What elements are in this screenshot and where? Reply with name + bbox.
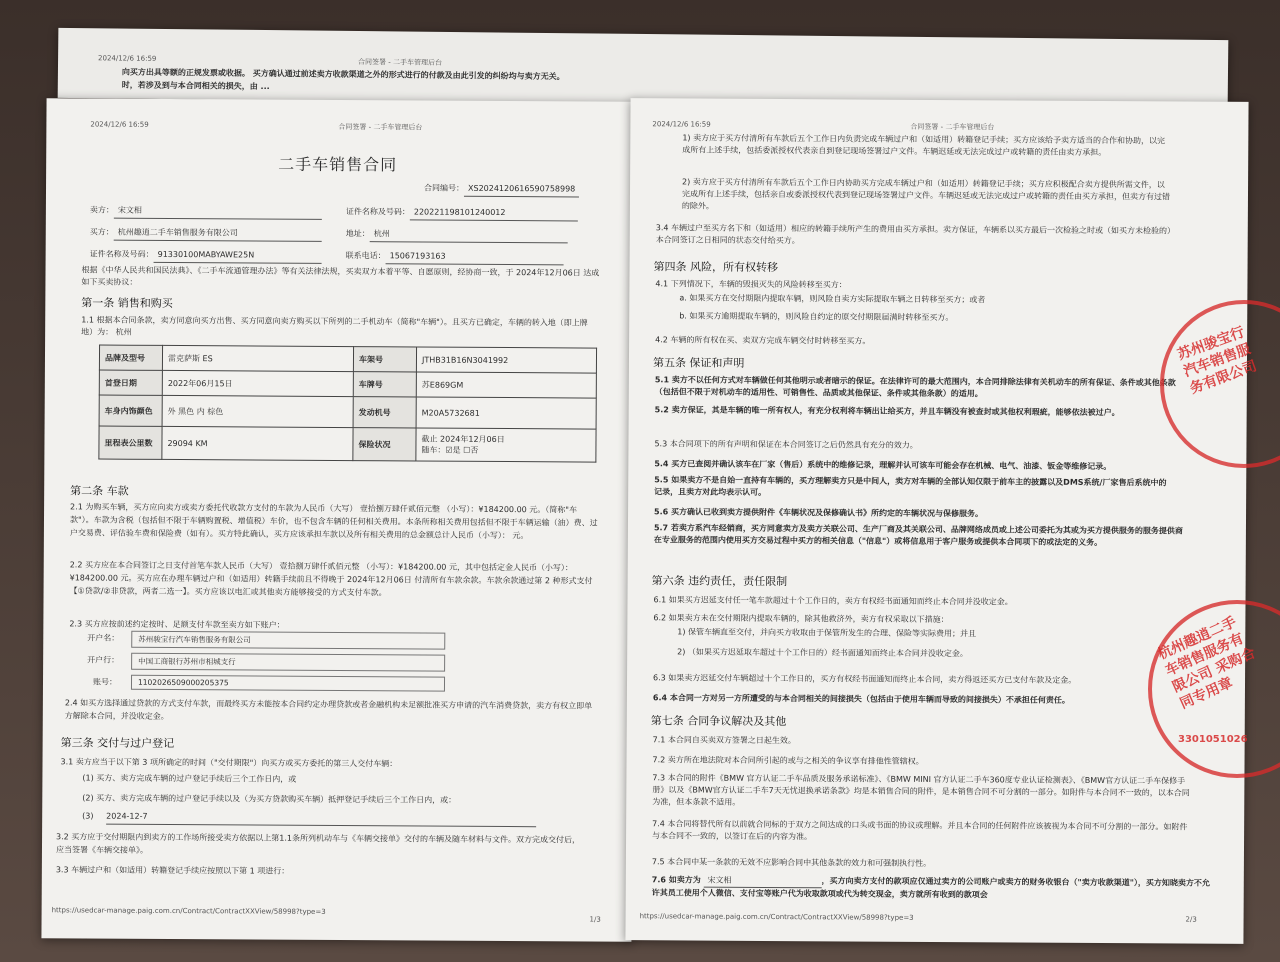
table-row <box>99 370 596 398</box>
p2-header-date: 2024/12/6 16:59 <box>652 120 711 129</box>
contract-no-label: 合同编号： <box>424 183 465 193</box>
back-header-date: 2024/12/6 16:59 <box>98 54 157 63</box>
buyer-row <box>90 224 322 241</box>
account-no-label: 账号： <box>92 677 118 687</box>
mileage-label: 里程表公里数 <box>99 426 162 459</box>
tax-value: ☑是 ☐否 <box>445 445 479 455</box>
plate-value: 苏E869GM <box>416 372 596 398</box>
p7-2: 7.2 卖方所在地法院对本合同所引起的或与之相关的争议享有排他性管辖权。 <box>652 755 924 766</box>
art3-1-3-date: 2024-12-7 <box>106 809 536 828</box>
tax-row <box>421 445 590 457</box>
art5-title: 第五条 保证和声明 <box>652 356 745 370</box>
vehicle-table <box>98 345 597 463</box>
art3-3: 3.3 车辆过户和（如适用）转籍登记手续应按照以下第 1 项进行： <box>55 865 290 876</box>
p1-header-title: 合同签署 - 二手车管理后台 <box>338 122 423 132</box>
mileage-value: 29094 KM <box>162 426 353 460</box>
insurance-label: 保险状况 <box>353 428 416 461</box>
p7-6-name: 宋文相 <box>704 875 822 889</box>
art2-4: 2.4 如买方选择通过贷款的方式支付车款，而最终买方未能按本合同约定办理贷款或者金融机构未足额批准买方申请的汽车消费贷款，卖方有权立即单方解除本合同，并没收定金。 <box>64 698 593 721</box>
address-label: 地址： <box>345 229 370 239</box>
insurance-value: 截止 2024年12月06日 <box>421 434 505 445</box>
address-row <box>346 226 568 243</box>
p4-1b: b. 如果买方逾期提取车辆的，则风险自约定的原交付期限届满时转移至买方。 <box>679 311 954 323</box>
table-row <box>99 395 596 429</box>
engine-value: M20A5732681 <box>416 397 596 429</box>
id-row <box>346 204 578 221</box>
art3-1-1: (1) 买方、卖方完成车辆的过户登记手续后三个工作日内，或 <box>82 773 297 784</box>
p2-clause-1: 1) 卖方应于买方付清所有车款后五个工作日内负责完成车辆过户和（如适用）转籍登记手续；买方应该给予卖方适当的合作和协助，以完成所有上述手续，包括委派授权代表亲自到登记现场签署过户文件。车辆迟延或无法完成过户或转籍的责任由卖方承担。 <box>682 133 1166 158</box>
art1-title: 第一条 销售和购买 <box>81 296 173 310</box>
p6-2-1: 1) 保管车辆直至交付，并向买方收取由于保管所发生的合理、保险等实际费用；并且 <box>677 627 977 639</box>
seal-top-text: 苏州骏宝行汽车销售服务有限公司 <box>1175 324 1260 398</box>
art2-1: 2.1 为购买车辆，买方应向卖方或卖方委托代收款方支付的车款为人民币（大写） 壹拾捌万肆仟贰佰元整 （小写）：¥184200.00 元。（简称"车款"）。车款为含税（包括但不限于车辆购置税、增值税）车价，也不包含车辆的任何相关费用。本条所称相关费用包括但不限于车辆运输（油）费、过户交易费、评估验车费和保险费（如有）。买方特此确认，买方应该承担车款以及所有相关费用的总金额总计人民币（小写）： 元。 <box>69 502 598 541</box>
p5-3: 5.3 本合同项下的所有声明和保证在本合同签订之后仍然具有充分的效力。 <box>654 439 918 450</box>
p7-6-pre: 7.6 如卖方为 <box>651 875 701 885</box>
table-row <box>99 426 596 462</box>
cert-label: 证件名称及号码： <box>89 249 154 259</box>
p2-clause-3-4: 3.4 车辆过户至买方名下和（如适用）相应的转籍手续所产生的费用由买方承担。卖方保证，车辆系以买方最后一次检验之时或（如买方未检验的）本合同签订之日相同的状态交付给买方。 <box>655 223 1176 246</box>
seller-row <box>90 202 340 220</box>
brand-value: 雷克萨斯 ES <box>162 345 353 371</box>
art6-title: 第六条 违约责任，责任限制 <box>651 574 788 589</box>
art4-title: 第四条 风险，所有权转移 <box>653 260 779 275</box>
engine-label: 发动机号 <box>353 397 416 428</box>
p5-6: 5.6 买方确认已收到卖方提供附件《车辆状况及保修确认书》所约定的车辆状况与保修服务。 <box>654 507 984 519</box>
plate-label: 车牌号 <box>353 372 416 397</box>
p7-3: 7.3 本合同的附件《BMW 官方认证二手车品质及服务承诺标准》、《BMW MINI 官方认证二手车360度专业认证检测表》、《BMW官方认证二手车保修手册》以及《BMW官方认证二手车7天无忧退换承诺条款》均是本销售合同的附件，是本销售合同不可分割的一部分。如附件与本合同不一致的，以本合同为准，但本条款不适用。 <box>652 773 1190 807</box>
phone-label: 联系电话： <box>345 251 386 261</box>
brand-label: 品牌及型号 <box>99 345 162 370</box>
p5-7: 5.7 若卖方系汽车经销商，买方同意卖方及卖方关联公司、生产厂商及其关联公司、品牌网络成员或上述公司委托为其或为买方提供服务的服务提供商在专业服务的范围内使用买方交易过程中买方的相关信息（"信息"）或将信息用于客户服务或提供本合同项下的或法定的义务。 <box>653 523 1183 548</box>
p2-footer-page: 2/3 <box>1185 915 1197 924</box>
p5-5: 5.5 如果卖方不是自始一直持有车辆的，买方理解卖方只是中间人，卖方对车辆的全部认知仅限于前车主的披露以及DMS系统/厂家售后系统中的记录，且卖方对此均表示认可。 <box>654 475 1167 497</box>
account-no: 1102026509000205375 <box>131 675 445 692</box>
seller-label: 卖方： <box>89 205 114 215</box>
art3-1-3-label: (3) <box>82 811 94 821</box>
vin-label: 车架号 <box>353 347 416 372</box>
contract-title: 二手车销售合同 <box>278 154 398 175</box>
account-name: 苏州骏宝行汽车销售服务有限公司 <box>131 631 445 650</box>
buyer-label: 买方： <box>89 227 114 237</box>
p5-2: 5.2 卖方保证，其是车辆的唯一所有权人，有充分权利将车辆出让给买方，并且车辆没有被查封或其他权利瑕疵，能够依法被过户。 <box>654 405 1120 418</box>
back-header-title: 合同签署 - 二手车管理后台 <box>358 58 443 67</box>
p7-6-post: ，买方向卖方支付的款项应仅通过卖方的公司账户或卖方的财务收银台（"卖方收款渠道"），买方知晓卖方不允许其员工使用个人微信、支付宝等账户代为收取款项或代为转交现金，卖方就所有收到的款项会 <box>651 876 1210 900</box>
art2-2: 2.2 买方应在本合同签订之日支付首笔车款人民币（大写） 壹拾捌万肆仟贰佰元整 （小写）：¥184200.00 元，其中包括定金人民币（小写）：¥184200.00 元。买方应在办理车辆过户和（如适用）转籍手续前且不得晚于 2024年12月06日 付清所有车款余款。车款余款通过第 2 种形式支付【①贷款/②非贷款，两者二选一】。买方应该以电汇或其他卖方能够接受的方式支付车款。 <box>69 560 593 598</box>
phone-value: 15067193163 <box>386 248 564 265</box>
seal-bottom-code: 3301051026 <box>1178 734 1248 745</box>
art3-title: 第三条 交付与过户登记 <box>60 736 175 750</box>
p2-clause-2: 2) 卖方应于买方付清所有车款后五个工作日内协助买方完成车辆过户和（如适用）转籍登记手续；买方应积极配合卖方提供所需文件，以完成所有上述手续，包括亲自或委派授权代表到登记现场签署过户文件。车辆迟延或无法完成过户或转籍的责任由买方承担，但卖方有过错的除外。 <box>681 177 1171 211</box>
art2-title: 第二条 车款 <box>70 484 129 498</box>
tax-label: 随车： <box>421 445 446 455</box>
p1-footer-page: 1/3 <box>589 915 601 924</box>
p5-4: 5.4 买方已查阅并确认该车在厂家（售后）系统中的维修记录，理解并认可该车可能会存在机械、电气、油漆、钣金等维修记录。 <box>654 459 1112 472</box>
insurance-cell <box>416 428 596 462</box>
p4-1: 4.1 下列情况下，车辆的毁损灭失的风险转移至买方： <box>655 279 847 290</box>
seal-bottom-text: 杭州趣逍二手车销售服务有限公司 采购合同专用章 <box>1155 614 1258 713</box>
p5-1: 5.1 卖方不以任何方式对车辆做任何其他明示或者暗示的保证。在法律许可的最大范围内，本合同排除法律有关机动车的所有保证、条件或其他条款（包括但不限于对机动车的适用性、可销售性、品质或其他保证、条件或其他条款）的适用。 <box>654 375 1176 399</box>
bank-value: 中国工商银行苏州市相城支行 <box>131 653 445 672</box>
p7-1: 7.1 本合同自买卖双方签署之日起生效。 <box>652 735 796 746</box>
art1-1: 1.1 根据本合同条款，卖方同意向买方出售、买方同意向卖方购买以下所列的二手机动车（简称"车辆"）。且买方已确定，车辆的转入地（即上牌地）为： 杭州 <box>81 315 588 337</box>
back-line-2: 时，若涉及到与本合同相关的损失，由 ... <box>121 80 270 92</box>
p6-1: 6.1 如果买方迟延支付任一笔车款超过十个工作日的，卖方有权经书面通知而终止本合同并没收定金。 <box>653 595 1013 607</box>
vin-value: JTHB31B16N3041992 <box>416 347 596 373</box>
art3-1-2: (2) 买方、卖方完成车辆的过户登记手续以及（为买方贷款购买车辆）抵押登记手续后三个工作日内，或： <box>82 793 457 805</box>
art7-title: 第七条 合同争议解决及其他 <box>650 714 787 729</box>
address-value: 杭州 <box>370 226 568 243</box>
account-name-label: 开户名： <box>87 633 120 643</box>
table-row <box>99 345 596 373</box>
p6-2: 6.2 如果卖方未在交付期限内提取车辆的，除其他救济外，卖方有权采取以下措施： <box>653 613 949 625</box>
p6-2-2: 2) （如果买方迟延取车超过十个工作日的）经书面通知而终止本合同并没收定金。 <box>677 647 968 659</box>
art3-2: 3.2 买方应于交付期限内到卖方的工作场所接受卖方依据以上第1.1条所列机动车与《车辆交接单》交付的车辆及随车材料与文件。双方完成交付后，应当签署《车辆交接单》。 <box>55 832 581 855</box>
preamble: 根据《中华人民共和国民法典》、《二手车流通管理办法》等有关法律法规，买卖双方本着平等、自愿原则，经协商一致，于 2024年12月06日 达成如下买卖协议： <box>81 265 600 287</box>
color-label: 车身内饰颜色 <box>99 395 162 426</box>
p7-4: 7.4 本合同将替代所有以前就合同标的于双方之间达成的口头或书面的协议或理解。并且本合同的任何附件应该被视为本合同不可分割的一部分。如附件与本合同不一致的，以签订在后的内容为准。 <box>652 819 1188 842</box>
p7-5: 7.5 本合同中某一条款的无效不应影响合同中其他条款的效力和可强制执行性。 <box>651 857 932 868</box>
cert-value: 91330100MABYAWE25N <box>154 247 322 264</box>
buyer-name: 杭州趣逍二手车销售服务有限公司 <box>114 225 322 242</box>
seller-name: 宋文相 <box>114 203 322 220</box>
back-line-1: 向买方出具等额的正规发票或收据。 买方确认通过前述卖方收款渠道之外的形式进行的付款及由此引发的纠纷均与卖方无关。 <box>121 67 565 82</box>
phone-row <box>346 248 564 265</box>
art2-3: 2.3 买方应按前述约定按时、足额支付车款至卖方如下账户： <box>69 619 285 630</box>
p1-header-date: 2024/12/6 16:59 <box>90 120 149 129</box>
contract-no-row <box>424 181 579 198</box>
p7-6 <box>652 874 1212 902</box>
p6-4: 6.4 本合同一方对另一方所遭受的与本合同相关的间接损失（包括由于使用车辆而导致的间接损失）不承担任何责任。 <box>652 693 1070 705</box>
p4-2: 4.2 车辆的所有权在买、卖双方完成车辆交付时转移至买方。 <box>655 335 871 346</box>
reg-label: 首登日期 <box>99 370 162 395</box>
contract-page-2 <box>625 98 1248 944</box>
id-label: 证件名称及号码： <box>345 207 410 217</box>
contract-no: XS20241206165907589​98 <box>464 181 579 198</box>
art3-1: 3.1 卖方应当于以下第 3 项所确定的时间（"交付期限"）向买方或买方委托的第三人交付车辆： <box>60 757 398 769</box>
p1-footer-url: https://usedcar-manage.paig.com.cn/Contract/ContractXXView/58998?type=3 <box>51 906 326 916</box>
p2-header-title: 合同签署 - 二手车管理后台 <box>910 122 995 132</box>
cert-row <box>90 246 322 263</box>
reg-value: 2022年06月15日 <box>162 370 353 396</box>
contract-page-1 <box>41 98 636 942</box>
p6-3: 6.3 如果卖方迟延交付车辆超过十个工作日的，买方有权经书面通知而终止本合同，卖方得返还买方已支付车款及定金。 <box>653 673 1077 685</box>
color-value: 外 黑色 内 棕色 <box>162 395 353 427</box>
id-value: 220221198101240012 <box>410 204 578 221</box>
p2-footer-url: https://usedcar-manage.paig.com.cn/Contract/ContractXXView/58998?type=3 <box>639 912 914 922</box>
p4-1a: a. 如果买方在交付期限内提取车辆，则风险自卖方实际提取车辆之日转移至买方；或者 <box>679 293 986 305</box>
bank-label: 开户行： <box>87 655 120 665</box>
